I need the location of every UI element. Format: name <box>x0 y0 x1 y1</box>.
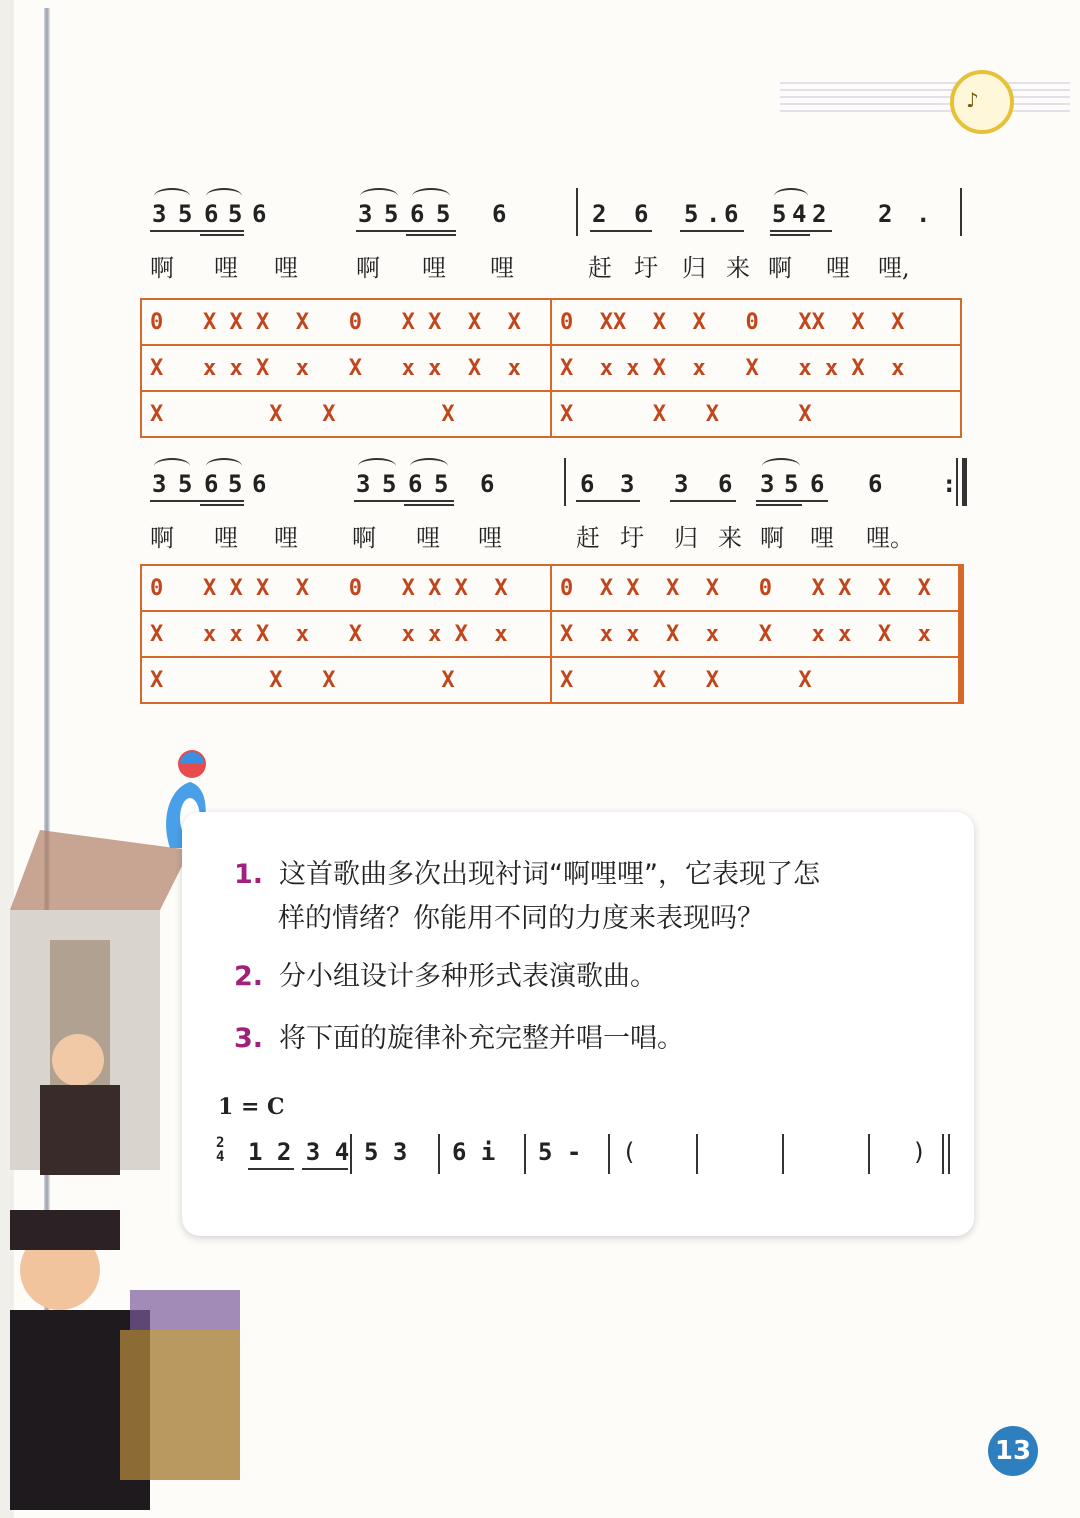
key-signature: 1 = C <box>218 1094 285 1120</box>
rhythm-cell: X x x X x X x x X x <box>141 345 551 391</box>
rhythm-cell: X X X X <box>141 391 551 437</box>
notation-row-1: 3 5 6 5 6 3 5 6 5 6 2 6 5 . 6 5 4 2 2 . <box>140 200 970 240</box>
blank-open-paren: ( <box>622 1138 637 1166</box>
lyrics-row-2: 啊 哩 哩 啊 哩 哩 赶 圩 归 来 啊 哩 哩。 <box>150 524 914 552</box>
music-logo-icon: ♪ <box>950 70 1014 134</box>
question-1: 1. 这首歌曲多次出现衬词“啊哩哩”，它表现了怎 <box>234 859 821 890</box>
melody-exercise <box>212 1135 972 1178</box>
measure-3: 6 i <box>452 1138 496 1166</box>
rhythm-cell: 0 X X X X 0 X X X X <box>551 565 961 611</box>
question-3: 3. 将下面的旋律补充完整并唱一唱。 <box>234 1023 685 1054</box>
measure-4: 5 - <box>538 1138 582 1166</box>
rhythm-table-1 <box>140 298 962 438</box>
rhythm-cell: X x x X x X x x X x <box>141 611 551 657</box>
rhythm-cell: X X X X <box>551 657 961 703</box>
question-1-continued: 样的情绪？你能用不同的力度来表现吗？ <box>278 903 764 934</box>
rhythm-cell: 0 X X X X 0 X X X X <box>141 565 551 611</box>
rhythm-cell: 0 X X X X 0 X X X X <box>141 299 551 345</box>
header-decoration <box>780 82 1070 122</box>
rhythm-table-2 <box>140 564 962 704</box>
rhythm-cell: X x x X x X x x X x <box>551 611 961 657</box>
measure-1: 1 2 3 4 <box>248 1138 350 1166</box>
question-2: 2. 分小组设计多种形式表演歌曲。 <box>234 961 658 992</box>
notation-row-2: 3 5 6 5 6 3 5 6 5 6 6 3 3 6 3 5 6 6 : <box>140 470 970 510</box>
page-number: 13 <box>988 1426 1038 1476</box>
time-signature: 2 4 <box>216 1135 225 1165</box>
lyrics-row-1: 啊 哩 哩 啊 哩 哩 赶 圩 归 来 啊 哩 哩, <box>150 254 910 282</box>
measure-2: 5 3 <box>364 1138 408 1166</box>
activity-card <box>182 812 974 1236</box>
end-repeat-bar <box>958 564 964 704</box>
blank-close-paren: ) <box>912 1138 927 1166</box>
rhythm-cell: X X X X <box>141 657 551 703</box>
rhythm-cell: X x x X x X x x X x <box>551 345 961 391</box>
rhythm-cell: X X X X <box>551 391 961 437</box>
rhythm-cell: 0 XX X X 0 XX X X <box>551 299 961 345</box>
